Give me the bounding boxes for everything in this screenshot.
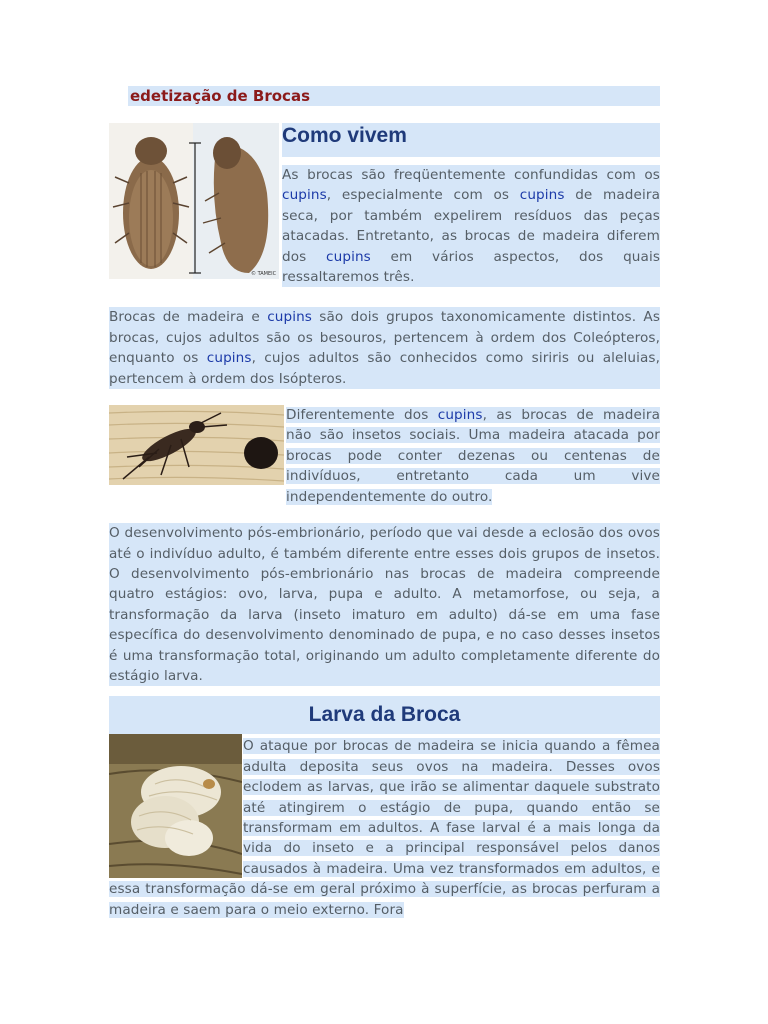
cupins-link[interactable]: cupins xyxy=(282,187,327,204)
section-heading-larva: Larva da Broca xyxy=(109,696,660,734)
cupins-link[interactable]: cupins xyxy=(437,407,483,424)
cupins-link[interactable]: cupins xyxy=(267,309,312,326)
paragraph-larva: O ataque por brocas de madeira se inicia quando a fêmea adulta deposita seus ovos na madeira. Desses ovos eclodem as larvas, que irão se alimentar daquele substrato até atingirem o estágio de pupa, quando então se transformam em adultos. A fase larval é a mais longa da vida do inseto e a principal responsável pelos danos causados à madeira. Uma vez transformados em adultos, e essa transformação dá-se em geral próximo à superfície, as brocas perfuram a madeira e saem para o meio externo. Fora xyxy=(109,738,660,918)
cupins-link[interactable]: cupins xyxy=(519,187,565,204)
beetle-photo-caption: © TAMEIC xyxy=(251,271,277,277)
section-heading-como-vivem: Como vivem xyxy=(282,123,660,157)
beetle-photo xyxy=(109,123,279,279)
beetle-on-wood-photo xyxy=(109,405,284,485)
paragraph-intro: As brocas são freqüentemente confundidas com os cupins, especialmente com os cupins de madeira seca, por também expelirem resíduos das peças atacadas. Entretanto, as brocas de madeira diferem dos cupins em vários aspectos, dos quais ressaltaremos três. xyxy=(282,165,660,287)
cupins-link[interactable]: cupins xyxy=(326,248,371,265)
paragraph-taxonomy: Brocas de madeira e cupins são dois grupos taxonomicamente distintos. As brocas, cujos adultos são os besouros, pertencem à ordem dos Coleópteros, enquanto os cupins, cujos adultos são conhecidos como siriris ou aleluias, pertencem à ordem dos Isópteros. xyxy=(109,307,660,389)
article-body xyxy=(109,123,660,920)
cupins-link[interactable]: cupins xyxy=(206,350,252,367)
paragraph-development: O desenvolvimento pós-embrionário, período que vai desde a eclosão dos ovos até o indivíduo adulto, é também diferente entre esses dois grupos de insetos. O desenvolvimento pós-embrionário nas brocas de madeira compreende quatro estágios: ovo, larva, pupa e adulto. A metamorfose, ou seja, a transformação da larva (inseto imaturo em adulto) dá-se em uma fase específica do desenvolvimento denominado de pupa, e no caso desses insetos é uma transformação total, originando um adulto completamente diferente do estágio larva. xyxy=(109,523,660,686)
larva-photo xyxy=(109,734,242,878)
page-title: edetização de Brocas xyxy=(128,86,660,106)
paragraph-social: Diferentemente dos cupins, as brocas de madeira não são insetos sociais. Uma madeira atacada por brocas pode conter dezenas ou centenas de indivíduos, entretanto cada um vive independentemente do outro. xyxy=(286,407,660,505)
